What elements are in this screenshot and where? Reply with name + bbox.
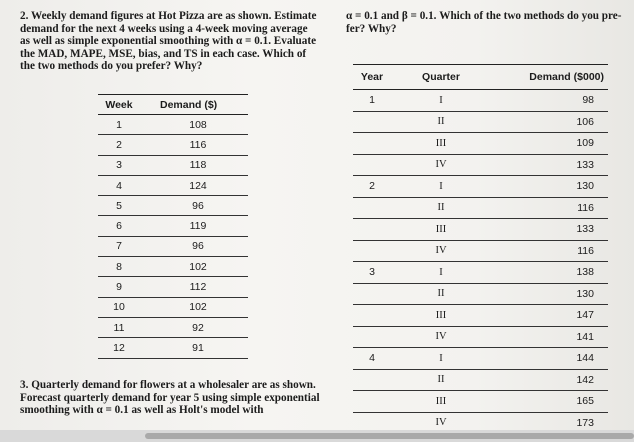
cell-demand: 133 (576, 223, 594, 236)
table-row (98, 176, 248, 196)
cell-quarter: III (435, 309, 447, 321)
table-header-row (98, 95, 248, 115)
cell-week: 10 (113, 301, 125, 314)
cell-demand: 116 (577, 201, 594, 214)
table-row (353, 327, 608, 349)
cell-demand: 118 (189, 159, 207, 172)
table-row (98, 115, 248, 135)
cell-demand: 96 (192, 240, 204, 253)
cell-week: 5 (116, 199, 122, 212)
table-row (98, 257, 248, 277)
table-row (353, 219, 608, 241)
table-row (353, 284, 608, 306)
cell-demand: 173 (576, 416, 594, 429)
cell-quarter: IV (435, 331, 447, 343)
table-row (353, 391, 608, 413)
table-row (98, 277, 248, 297)
cell-demand: 98 (582, 94, 594, 107)
cell-demand: 165 (576, 395, 594, 408)
scrollbar-thumb[interactable] (145, 433, 634, 439)
cell-demand: 112 (189, 281, 207, 294)
cell-demand: 96 (192, 199, 204, 212)
problem-2-text: Weekly demand figures at Hot Pizza are as shown. Estimate demand for the next 4 weeks using a 4-week moving average as well as simple exponential smoothing with α = 0.1. Evaluate the MAD, MAPE, MSE, bias, and TS in each case. Which of the two methods do you prefer? Why? (20, 10, 317, 73)
table-row (353, 198, 608, 220)
cell-week: 11 (113, 321, 125, 334)
table-row (353, 176, 608, 198)
header-year: Year (360, 71, 384, 83)
weekly-demand-table (98, 94, 248, 359)
cell-quarter: II (437, 288, 445, 300)
continued-line-1: α = 0.1 and β = 0.1. Which of the two methods do you pre- (346, 10, 622, 22)
cell-quarter: III (435, 395, 447, 407)
cell-quarter: I (439, 266, 443, 278)
cell-week: 7 (116, 240, 122, 253)
cell-quarter: II (437, 116, 445, 128)
cell-year: 1 (369, 94, 375, 107)
cell-demand: 147 (576, 309, 594, 322)
table-row (353, 348, 608, 370)
cell-demand: 133 (576, 158, 594, 171)
problem-3 (20, 379, 320, 417)
cell-year: 4 (369, 352, 375, 365)
cell-demand: 102 (189, 260, 207, 273)
table-row (353, 370, 608, 392)
cell-demand: 130 (576, 180, 594, 193)
cell-demand: 119 (189, 220, 207, 233)
table-row (353, 112, 608, 134)
cell-quarter: IV (435, 245, 447, 257)
quarterly-demand-table (353, 64, 608, 434)
continued-line-2: fer? Why? (346, 22, 397, 35)
table-row (98, 156, 248, 176)
cell-year: 2 (369, 180, 375, 193)
cell-demand: 116 (577, 244, 594, 257)
problem-2 (20, 10, 320, 73)
cell-quarter: IV (435, 159, 447, 171)
cell-demand: 108 (189, 118, 207, 131)
cell-demand: 116 (189, 138, 207, 151)
cell-demand: 106 (576, 115, 594, 128)
table-row (353, 305, 608, 327)
cell-demand: 109 (576, 137, 594, 150)
table-row (98, 216, 248, 236)
cell-demand: 102 (189, 301, 207, 314)
header-quarter: Quarter (422, 71, 460, 83)
horizontal-scrollbar[interactable] (0, 430, 634, 442)
cell-quarter: II (437, 202, 445, 214)
cell-demand: 142 (576, 373, 594, 386)
problem-3-text: Quarterly demand for flowers at a wholesaler are as shown. Forecast quarterly demand for year 5 using simple exponential smoothing with α = 0.1 as well as Holt's model with (20, 379, 320, 417)
cell-demand: 124 (189, 179, 207, 192)
cell-week: 1 (116, 118, 122, 131)
cell-week: 2 (116, 138, 122, 151)
cell-week: 12 (113, 341, 125, 354)
continued-problem-text (346, 10, 634, 35)
cell-week: 8 (116, 260, 122, 273)
cell-demand: 141 (576, 330, 594, 343)
cell-demand: 144 (576, 352, 594, 365)
table-row (353, 90, 608, 112)
table-row (353, 155, 608, 177)
header-demand: Demand ($000) (529, 71, 604, 83)
cell-quarter: I (439, 180, 443, 192)
table-row (353, 133, 608, 155)
cell-demand: 138 (576, 266, 594, 279)
table-row (98, 196, 248, 216)
cell-quarter: I (439, 94, 443, 106)
cell-week: 4 (116, 179, 122, 192)
cell-quarter: I (439, 352, 443, 364)
table-row (98, 237, 248, 257)
cell-week: 3 (116, 159, 122, 172)
table-row (98, 318, 248, 338)
problem-2-number: 2. (20, 10, 29, 22)
cell-week: 6 (116, 220, 122, 233)
cell-demand: 91 (192, 341, 204, 354)
cell-demand: 130 (576, 287, 594, 300)
table-row (98, 135, 248, 155)
table-row (353, 241, 608, 263)
table-row (98, 338, 248, 358)
header-week: Week (105, 98, 133, 111)
header-demand: Demand ($) (160, 98, 218, 111)
cell-quarter: IV (435, 417, 447, 429)
cell-year: 3 (369, 266, 375, 279)
cell-quarter: III (435, 223, 447, 235)
cell-week: 9 (116, 281, 122, 294)
cell-quarter: III (435, 137, 447, 149)
cell-quarter: II (437, 374, 445, 386)
table-row (98, 298, 248, 318)
table-header-row (353, 65, 608, 90)
problem-3-number: 3. (20, 379, 29, 391)
table-row (353, 262, 608, 284)
cell-demand: 92 (192, 321, 204, 334)
